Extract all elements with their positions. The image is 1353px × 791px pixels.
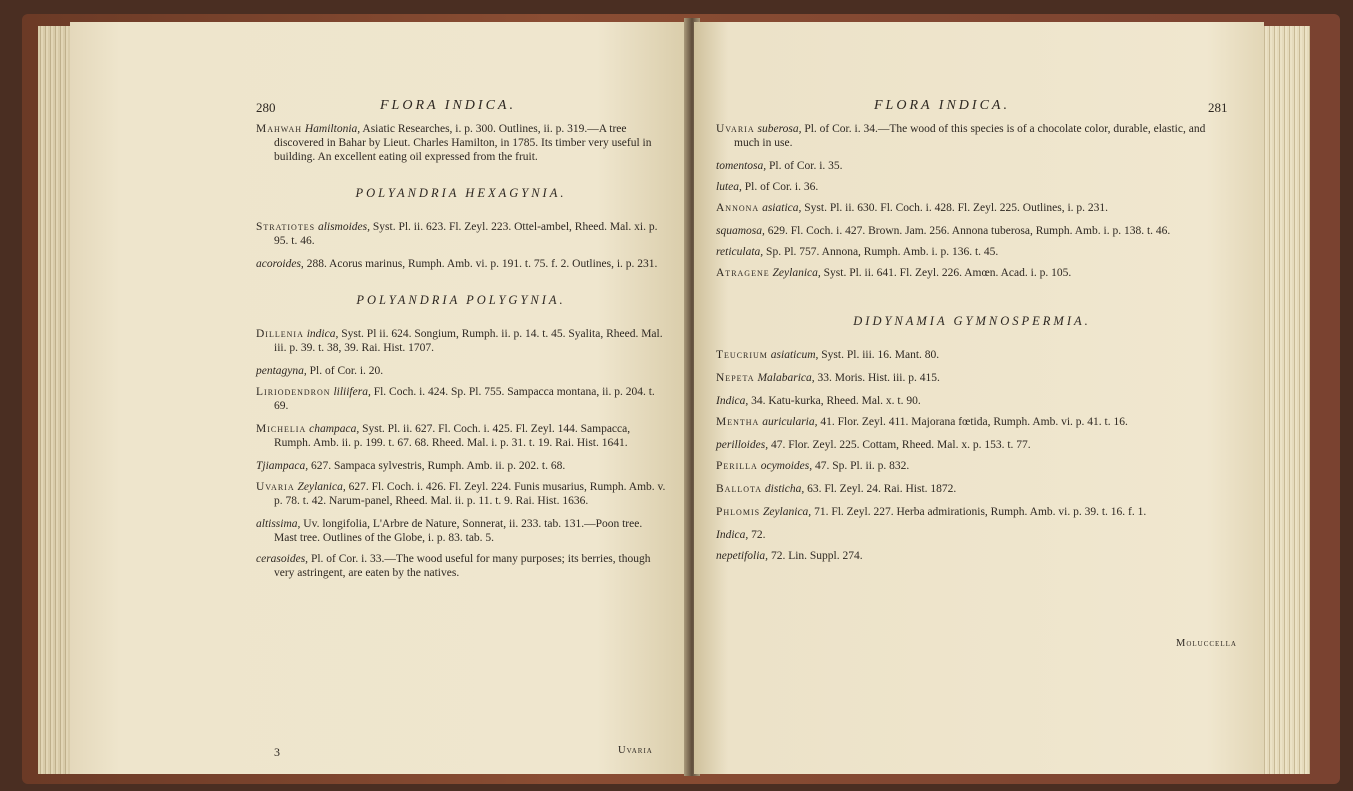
entry-text: 288. Acorus marinus, Rumph. Amb. vi. p. 191. t. 75. f. 2. Outlines, i. p. 231. <box>306 258 658 270</box>
right-page-number: 281 <box>1208 100 1228 115</box>
right-column <box>716 122 1228 570</box>
botanical-entry <box>716 201 1228 215</box>
catchword: Uvaria <box>618 745 653 756</box>
species-name: ocymoides, <box>760 460 813 472</box>
species-name: champaca, <box>309 423 360 435</box>
entry-text: Syst. Pl. ii. 641. Fl. Zeyl. 226. Amœn. Acad. i. p. 105. <box>823 267 1072 279</box>
genus-name: Annona <box>716 202 760 214</box>
genus-name: Uvaria <box>256 481 295 493</box>
genus-name: Stratiotes <box>256 221 316 233</box>
species-name: asiatica, <box>762 202 802 214</box>
botanical-entry <box>256 422 666 450</box>
species-name: Zeylanica, <box>297 481 346 493</box>
species-name: indica, <box>306 328 339 340</box>
entry-text: 72. <box>751 529 766 541</box>
botanical-entry <box>256 517 666 545</box>
entry-text: 34. Katu-kurka, Rheed. Mal. x. t. 90. <box>751 395 921 407</box>
page-edges-left <box>38 26 74 774</box>
species-name: Zeylanica, <box>762 506 812 518</box>
botanical-entry <box>716 224 1228 238</box>
species-name: Hamiltonia, <box>304 123 361 135</box>
genus-name: Nepeta <box>716 372 755 384</box>
entry-list <box>256 220 666 271</box>
entry-list <box>256 327 666 580</box>
entry-text: 627. Fl. Coch. i. 426. Fl. Zeyl. 224. Funis musarius, Rumph. Amb. v. p. 78. t. 42. Narum-panel, Rheed. Mal. ii. p. 11. t. 9. Rai. Hist. 1636. <box>274 481 666 507</box>
genus-name: Mentha <box>716 416 760 428</box>
species-name: liliifera, <box>333 386 371 398</box>
species-name: cerasoides, <box>256 553 309 565</box>
entry-text: Syst. Pl. ii. 630. Fl. Coch. i. 428. Fl. Zeyl. 225. Outlines, i. p. 231. <box>804 202 1109 214</box>
genus-name: Liriodendron <box>256 386 331 398</box>
entry-list <box>716 122 1228 280</box>
entry-text: 629. Fl. Coch. i. 427. Brown. Jam. 256. Annona tuberosa, Rumph. Amb. i. p. 138. t. 46. <box>767 225 1171 237</box>
botanical-entry <box>716 415 1228 429</box>
right-running-title: FLORA INDICA. <box>874 98 1010 113</box>
entry-text: Pl. of Cor. i. 36. <box>744 181 819 193</box>
botanical-entry <box>716 159 1228 173</box>
botanical-entry <box>716 528 1228 542</box>
left-page <box>70 22 690 774</box>
section-heading: POLYANDRIA POLYGYNIA. <box>356 293 566 307</box>
entry-text: 47. Flor. Zeyl. 225. Cottam, Rheed. Mal. x. p. 153. t. 77. <box>770 439 1031 451</box>
species-name: reticulata, <box>716 246 764 258</box>
species-name: Zeylanica, <box>772 267 821 279</box>
entry-list <box>716 348 1228 563</box>
botanical-entry <box>256 220 666 248</box>
right-page <box>694 22 1264 774</box>
entry-text: Fl. Coch. i. 424. Sp. Pl. 755. Sampacca montana, ii. p. 204. t. 69. <box>274 386 655 412</box>
genus-name: Teucrium <box>716 349 768 361</box>
species-name: Indica, <box>716 395 749 407</box>
entry-text: 41. Flor. Zeyl. 411. Majorana fœtida, Rumph. Amb. vi. p. 41. t. 16. <box>820 416 1128 428</box>
species-name: Tjiampaca, <box>256 460 309 472</box>
entry-text: 627. Sampaca sylvestris, Rumph. Amb. ii. p. 202. t. 68. <box>310 460 566 472</box>
botanical-entry <box>716 371 1228 385</box>
genus-name: Dillenia <box>256 328 304 340</box>
botanical-entry <box>716 266 1228 280</box>
entry-text: Asiatic Researches, i. p. 300. Outlines, ii. p. 319.—A tree discovered in Bahar by Lieut. Charles Hamilton, in 1785. Its timber very useful in building. An excellent eating oil expressed from the fruit. <box>274 123 652 163</box>
species-name: disticha, <box>764 483 805 495</box>
page-edges-right <box>1262 26 1310 774</box>
genus-name: Atragene <box>716 267 770 279</box>
section-heading: POLYANDRIA HEXAGYNIA. <box>355 186 567 200</box>
genus-name: Uvaria <box>716 123 755 135</box>
species-name: suberosa, <box>757 123 802 135</box>
signature-mark: 3 <box>274 745 280 759</box>
botanical-entry <box>716 348 1228 362</box>
botanical-entry <box>256 364 666 378</box>
genus-name: Ballota <box>716 483 763 495</box>
botanical-entry <box>716 180 1228 194</box>
botanical-entry <box>716 482 1228 496</box>
species-name: Malabarica, <box>757 372 815 384</box>
species-name: lutea, <box>716 181 742 193</box>
entry-list <box>256 122 666 164</box>
entry-text: Syst. Pl. ii. 627. Fl. Coch. i. 425. Fl. Zeyl. 144. Sampacca, Rumph. Amb. ii. p. 199. t. 67. 68. Rheed. Mal. i. p. 31. t. 19. Rai. Hist. 1641. <box>274 423 631 449</box>
species-name: pentagyna, <box>256 365 307 377</box>
species-name: asiaticum, <box>770 349 819 361</box>
species-name: nepetifolia, <box>716 550 769 562</box>
genus-name: Michelia <box>256 423 307 435</box>
botanical-entry <box>716 459 1228 473</box>
species-name: squamosa, <box>716 225 765 237</box>
entry-text: Syst. Pl. iii. 16. Mant. 80. <box>821 349 940 361</box>
entry-text: 71. Fl. Zeyl. 227. Herba admirationis, Rumph. Amb. vi. p. 39. t. 16. f. 1. <box>814 506 1147 518</box>
botanical-entry <box>716 438 1228 452</box>
entry-text: Pl. of Cor. i. 33.—The wood useful for many purposes; its berries, though very astringent, are eaten by the natives. <box>274 553 651 579</box>
botanical-entry <box>256 459 666 473</box>
species-name: Indica, <box>716 529 749 541</box>
botanical-entry <box>256 257 666 271</box>
entry-text: 47. Sp. Pl. ii. p. 832. <box>815 460 910 472</box>
left-page-number: 280 <box>256 100 276 115</box>
entry-text: 33. Moris. Hist. iii. p. 415. <box>817 372 940 384</box>
entry-text: Pl. of Cor. i. 35. <box>769 160 843 172</box>
species-name: perilloides, <box>716 439 769 451</box>
species-name: alismoides, <box>317 221 371 233</box>
left-running-title: FLORA INDICA. <box>380 98 516 113</box>
genus-name: Perilla <box>716 460 758 472</box>
entry-text: Pl. of Cor. i. 20. <box>309 365 384 377</box>
botanical-entry <box>256 385 666 413</box>
genus-name: Phlomis <box>716 506 761 518</box>
species-name: tomentosa, <box>716 160 767 172</box>
entry-text: 63. Fl. Zeyl. 24. Rai. Hist. 1872. <box>807 483 957 495</box>
species-name: auricularia, <box>762 416 818 428</box>
entry-text: Syst. Pl. ii. 623. Fl. Zeyl. 223. Ottel-ambel, Rheed. Mal. xi. p. 95. t. 46. <box>274 221 658 247</box>
botanical-entry <box>256 552 666 580</box>
botanical-entry <box>716 394 1228 408</box>
botanical-entry <box>256 480 666 508</box>
left-column <box>256 122 666 587</box>
botanical-entry <box>716 549 1228 563</box>
entry-text: Sp. Pl. 757. Annona, Rumph. Amb. i. p. 136. t. 45. <box>766 246 999 258</box>
species-name: acoroides, <box>256 258 304 270</box>
botanical-entry <box>716 505 1228 519</box>
botanical-entry <box>256 122 666 164</box>
species-name: altissima, <box>256 518 301 530</box>
section-heading: DIDYNAMIA GYMNOSPERMIA. <box>853 314 1091 328</box>
entry-text: Uv. longifolia, L'Arbre de Nature, Sonnerat, ii. 233. tab. 131.—Poon tree. Mast tree. Outlines of the Globe, i. p. 83. tab. 5. <box>274 518 643 544</box>
entry-text: Syst. Pl ii. 624. Songium, Rumph. ii. p. 14. t. 45. Syalita, Rheed. Mal. iii. p. 39. t. 38, 39. Rai. Hist. 1707. <box>274 328 663 354</box>
catchword: Moluccella <box>1176 638 1237 649</box>
entry-text: Pl. of Cor. i. 34.—The wood of this species is of a chocolate color, durable, elastic, and much in use. <box>734 123 1206 149</box>
entry-text: 72. Lin. Suppl. 274. <box>770 550 863 562</box>
genus-name: Mahwah <box>256 123 302 135</box>
botanical-entry <box>256 327 666 355</box>
botanical-entry <box>716 122 1228 150</box>
botanical-entry <box>716 245 1228 259</box>
